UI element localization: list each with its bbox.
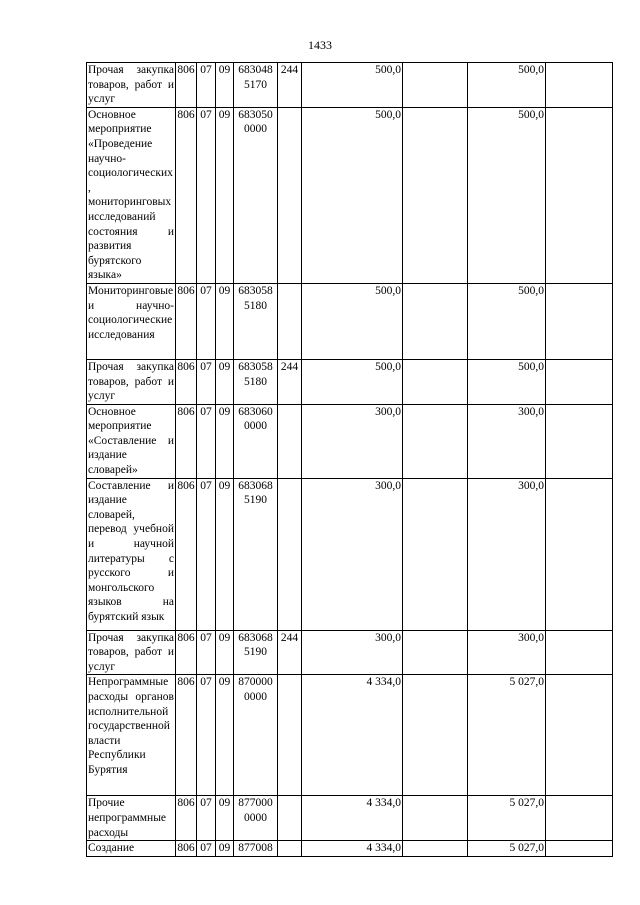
amount-year-1: 500,0 (302, 359, 403, 404)
amount-year-2: 5 027,0 (468, 841, 546, 857)
expense-type-code (278, 841, 302, 857)
dept-code: 806 (176, 404, 197, 478)
item-name: Непрограммные расходы органов исполнительной государственной власти Республики Бурятия (87, 675, 176, 796)
amount-year-2: 5 027,0 (468, 675, 546, 796)
table-row (87, 359, 613, 404)
subsection-code: 09 (216, 63, 234, 108)
subsection-code: 09 (216, 404, 234, 478)
table-row (87, 630, 613, 675)
amount-year-2: 500,0 (468, 359, 546, 404)
empty-cell (546, 63, 613, 108)
empty-cell (546, 359, 613, 404)
empty-cell (546, 107, 613, 283)
amount-year-2: 300,0 (468, 404, 546, 478)
amount-year-2: 300,0 (468, 478, 546, 630)
page-number: 1433 (308, 38, 332, 52)
target-article-code: 877008 (234, 841, 278, 857)
item-name: Создание (87, 841, 176, 857)
empty-cell (403, 404, 468, 478)
section-code: 07 (197, 359, 216, 404)
amount-year-1: 500,0 (302, 283, 403, 359)
budget-table (86, 62, 613, 857)
table-row (87, 404, 613, 478)
item-name: Основное мероприятие «Составление и издание словарей» (87, 404, 176, 478)
item-name: Прочие непрограммные расходы (87, 796, 176, 841)
dept-code: 806 (176, 841, 197, 857)
empty-cell (403, 359, 468, 404)
empty-cell (403, 107, 468, 283)
target-article-code: 683050 0000 (234, 107, 278, 283)
amount-year-1: 500,0 (302, 107, 403, 283)
dept-code: 806 (176, 359, 197, 404)
dept-code: 806 (176, 796, 197, 841)
table-row (87, 841, 613, 857)
item-name: Прочая закупка товаров, работ и услуг (87, 359, 176, 404)
subsection-code: 09 (216, 796, 234, 841)
expense-type-code (278, 283, 302, 359)
empty-cell (403, 283, 468, 359)
subsection-code: 09 (216, 841, 234, 857)
empty-cell (403, 63, 468, 108)
amount-year-1: 500,0 (302, 63, 403, 108)
amount-year-2: 500,0 (468, 283, 546, 359)
target-article-code: 683068 5190 (234, 478, 278, 630)
item-name: Прочая закупка товаров, работ и услуг (87, 63, 176, 108)
empty-cell (546, 630, 613, 675)
empty-cell (546, 404, 613, 478)
empty-cell (546, 841, 613, 857)
empty-cell (546, 478, 613, 630)
dept-code: 806 (176, 478, 197, 630)
expense-type-code: 244 (278, 63, 302, 108)
amount-year-2: 300,0 (468, 630, 546, 675)
subsection-code: 09 (216, 478, 234, 630)
section-code: 07 (197, 675, 216, 796)
table-row (87, 107, 613, 283)
table-row (87, 478, 613, 630)
amount-year-1: 4 334,0 (302, 796, 403, 841)
expense-type-code (278, 478, 302, 630)
expense-type-code (278, 404, 302, 478)
item-name: Мониторинговые и научно-социологические исследования (87, 283, 176, 359)
dept-code: 806 (176, 283, 197, 359)
empty-cell (403, 796, 468, 841)
section-code: 07 (197, 796, 216, 841)
subsection-code: 09 (216, 630, 234, 675)
empty-cell (403, 841, 468, 857)
section-code: 07 (197, 107, 216, 283)
amount-year-1: 4 334,0 (302, 841, 403, 857)
target-article-code: 683060 0000 (234, 404, 278, 478)
item-name: Основное мероприятие «Проведение научно-социологических, мониторинговых исследований состояния и развития бурятского языка» (87, 107, 176, 283)
subsection-code: 09 (216, 675, 234, 796)
table-row (87, 675, 613, 796)
table-row (87, 796, 613, 841)
item-name: Прочая закупка товаров, работ и услуг (87, 630, 176, 675)
empty-cell (546, 283, 613, 359)
amount-year-1: 4 334,0 (302, 675, 403, 796)
dept-code: 806 (176, 107, 197, 283)
section-code: 07 (197, 478, 216, 630)
expense-type-code: 244 (278, 630, 302, 675)
expense-type-code (278, 107, 302, 283)
section-code: 07 (197, 63, 216, 108)
dept-code: 806 (176, 675, 197, 796)
expense-type-code (278, 796, 302, 841)
amount-year-1: 300,0 (302, 478, 403, 630)
table-row (87, 63, 613, 108)
target-article-code: 683058 5180 (234, 283, 278, 359)
section-code: 07 (197, 404, 216, 478)
expense-type-code: 244 (278, 359, 302, 404)
target-article-code: 870000 0000 (234, 675, 278, 796)
amount-year-2: 5 027,0 (468, 796, 546, 841)
amount-year-1: 300,0 (302, 630, 403, 675)
empty-cell (403, 630, 468, 675)
amount-year-2: 500,0 (468, 107, 546, 283)
section-code: 07 (197, 283, 216, 359)
amount-year-1: 300,0 (302, 404, 403, 478)
section-code: 07 (197, 841, 216, 857)
item-name: Составление и издание словарей, перевод учебной и научной литературы с русского и монгольского языков на бурятский язык (87, 478, 176, 630)
subsection-code: 09 (216, 107, 234, 283)
target-article-code: 683068 5190 (234, 630, 278, 675)
expense-type-code (278, 675, 302, 796)
target-article-code: 683058 5180 (234, 359, 278, 404)
empty-cell (403, 478, 468, 630)
empty-cell (403, 675, 468, 796)
dept-code: 806 (176, 630, 197, 675)
subsection-code: 09 (216, 283, 234, 359)
empty-cell (546, 796, 613, 841)
dept-code: 806 (176, 63, 197, 108)
empty-cell (546, 675, 613, 796)
section-code: 07 (197, 630, 216, 675)
amount-year-2: 500,0 (468, 63, 546, 108)
table-row (87, 283, 613, 359)
subsection-code: 09 (216, 359, 234, 404)
target-article-code: 683048 5170 (234, 63, 278, 108)
target-article-code: 877000 0000 (234, 796, 278, 841)
